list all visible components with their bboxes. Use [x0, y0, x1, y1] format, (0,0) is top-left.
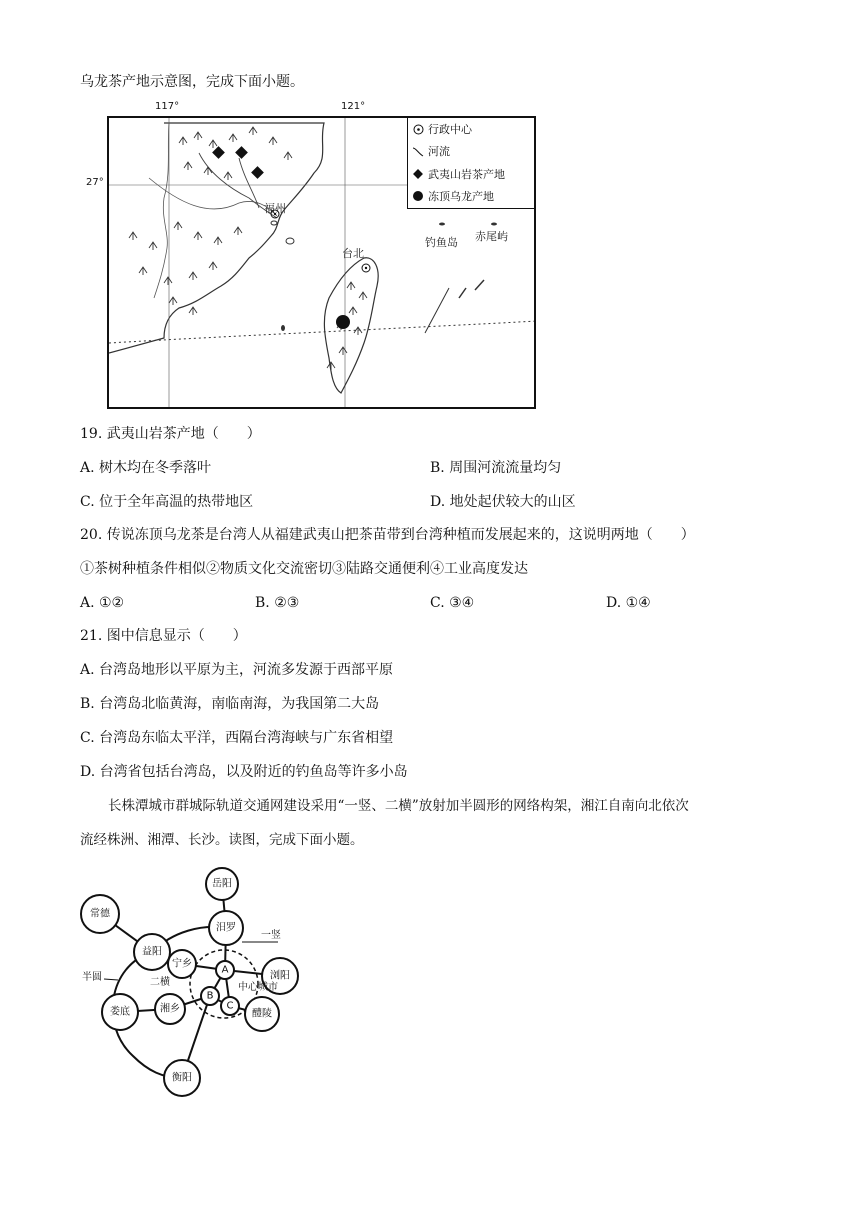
label-erheng: 二横 [150, 977, 170, 988]
legend-row-admin [412, 121, 472, 137]
legend-label-wuyi: 武夷山岩茶产地 [428, 168, 505, 181]
label-liling: 醴陵 [252, 1008, 272, 1020]
label-loudi: 娄底 [110, 1006, 130, 1018]
q20-option-b: B. ②③ [255, 595, 300, 611]
lon-121-label: 121° [341, 101, 366, 112]
oolong-tea-map [107, 116, 536, 409]
wuyishan-site-2 [235, 146, 248, 159]
lat-27-label: 27° [86, 177, 104, 188]
admin-center-icon [412, 123, 424, 135]
lon-117-label: 117° [155, 101, 180, 112]
legend-label-dongding: 冻顶乌龙产地 [428, 190, 494, 203]
label-liuyang: 浏阳 [270, 970, 290, 982]
label-yueyang: 岳阳 [212, 878, 232, 890]
q20-stem: 20. 传说冻顶乌龙茶是台湾人从福建武夷山把茶苗带到台湾种植而发展起来的，这说明两地（ ） [80, 527, 695, 543]
q19-option-a: A. 树木均在冬季落叶 [80, 460, 212, 476]
dongding-site [336, 315, 350, 329]
label-hengyang: 衡阳 [172, 1072, 192, 1084]
legend-row-dongding [412, 188, 494, 204]
label-a: A [221, 964, 229, 976]
legend-row-wuyi [412, 166, 505, 182]
passage2-line2: 流经株洲、湘潭、长沙。读图，完成下面小题。 [80, 832, 364, 848]
q20-option-a: A. ①② [80, 595, 125, 611]
q20-option-c: C. ③④ [430, 595, 475, 611]
map-legend [407, 118, 536, 209]
q21-option-d: D. 台湾省包括台湾岛，以及附近的钓鱼岛等许多小岛 [80, 764, 408, 780]
label-ningxiang: 宁乡 [172, 958, 192, 970]
q19-option-b: B. 周围河流流量均匀 [430, 460, 562, 476]
q20-statements: ①茶树种植条件相似②物质文化交流密切③陆路交通便利④工业高度发达 [80, 561, 528, 577]
label-banyuan: 半圆 [82, 972, 102, 983]
label-yishu: 一竖 [261, 930, 281, 941]
chiwei-label: 赤尾屿 [475, 230, 508, 243]
intro-text: 乌龙茶产地示意图，完成下面小题。 [80, 74, 304, 90]
legend-label-admin: 行政中心 [428, 123, 472, 136]
rail-network-diagram [78, 866, 308, 1098]
label-zhongxin: 中心城市 [238, 982, 278, 993]
q21-option-a: A. 台湾岛地形以平原为主，河流多发源于西部平原 [80, 662, 394, 678]
legend-label-river: 河流 [428, 145, 450, 158]
label-xiangxiang: 湘乡 [160, 1003, 180, 1015]
label-b: B [206, 990, 214, 1002]
label-yiyang: 益阳 [142, 946, 162, 958]
wuyishan-site-3 [251, 166, 264, 179]
wuyishan-site-1 [212, 146, 225, 159]
taibei-label: 台北 [342, 247, 364, 260]
fuzhou-label: 福州 [264, 202, 286, 215]
q20-option-d: D. ①④ [606, 595, 651, 611]
q19-option-c: C. 位于全年高温的热带地区 [80, 494, 254, 510]
q21-option-b: B. 台湾岛北临黄海，南临南海，为我国第二大岛 [80, 696, 380, 712]
label-changde: 常德 [90, 908, 110, 920]
passage2-line1: 长株潭城市群城际轨道交通网建设采用“一竖、二横”放射加半圆形的网络构架，湘江自南向北依次 [108, 798, 689, 814]
q21-option-c: C. 台湾岛东临太平洋，西隔台湾海峡与广东省相望 [80, 730, 394, 746]
diaoyu-label: 钓鱼岛 [425, 236, 458, 249]
q19-option-d: D. 地处起伏较大的山区 [430, 494, 576, 510]
label-miluo: 汨罗 [216, 922, 236, 934]
q19-stem: 19. 武夷山岩茶产地（ ） [80, 426, 261, 442]
diamond-icon [412, 168, 424, 180]
label-c: C [226, 1000, 234, 1012]
legend-row-river [412, 143, 450, 159]
river-icon [412, 145, 424, 157]
dot-icon [412, 190, 424, 202]
q21-stem: 21. 图中信息显示（ ） [80, 628, 247, 644]
